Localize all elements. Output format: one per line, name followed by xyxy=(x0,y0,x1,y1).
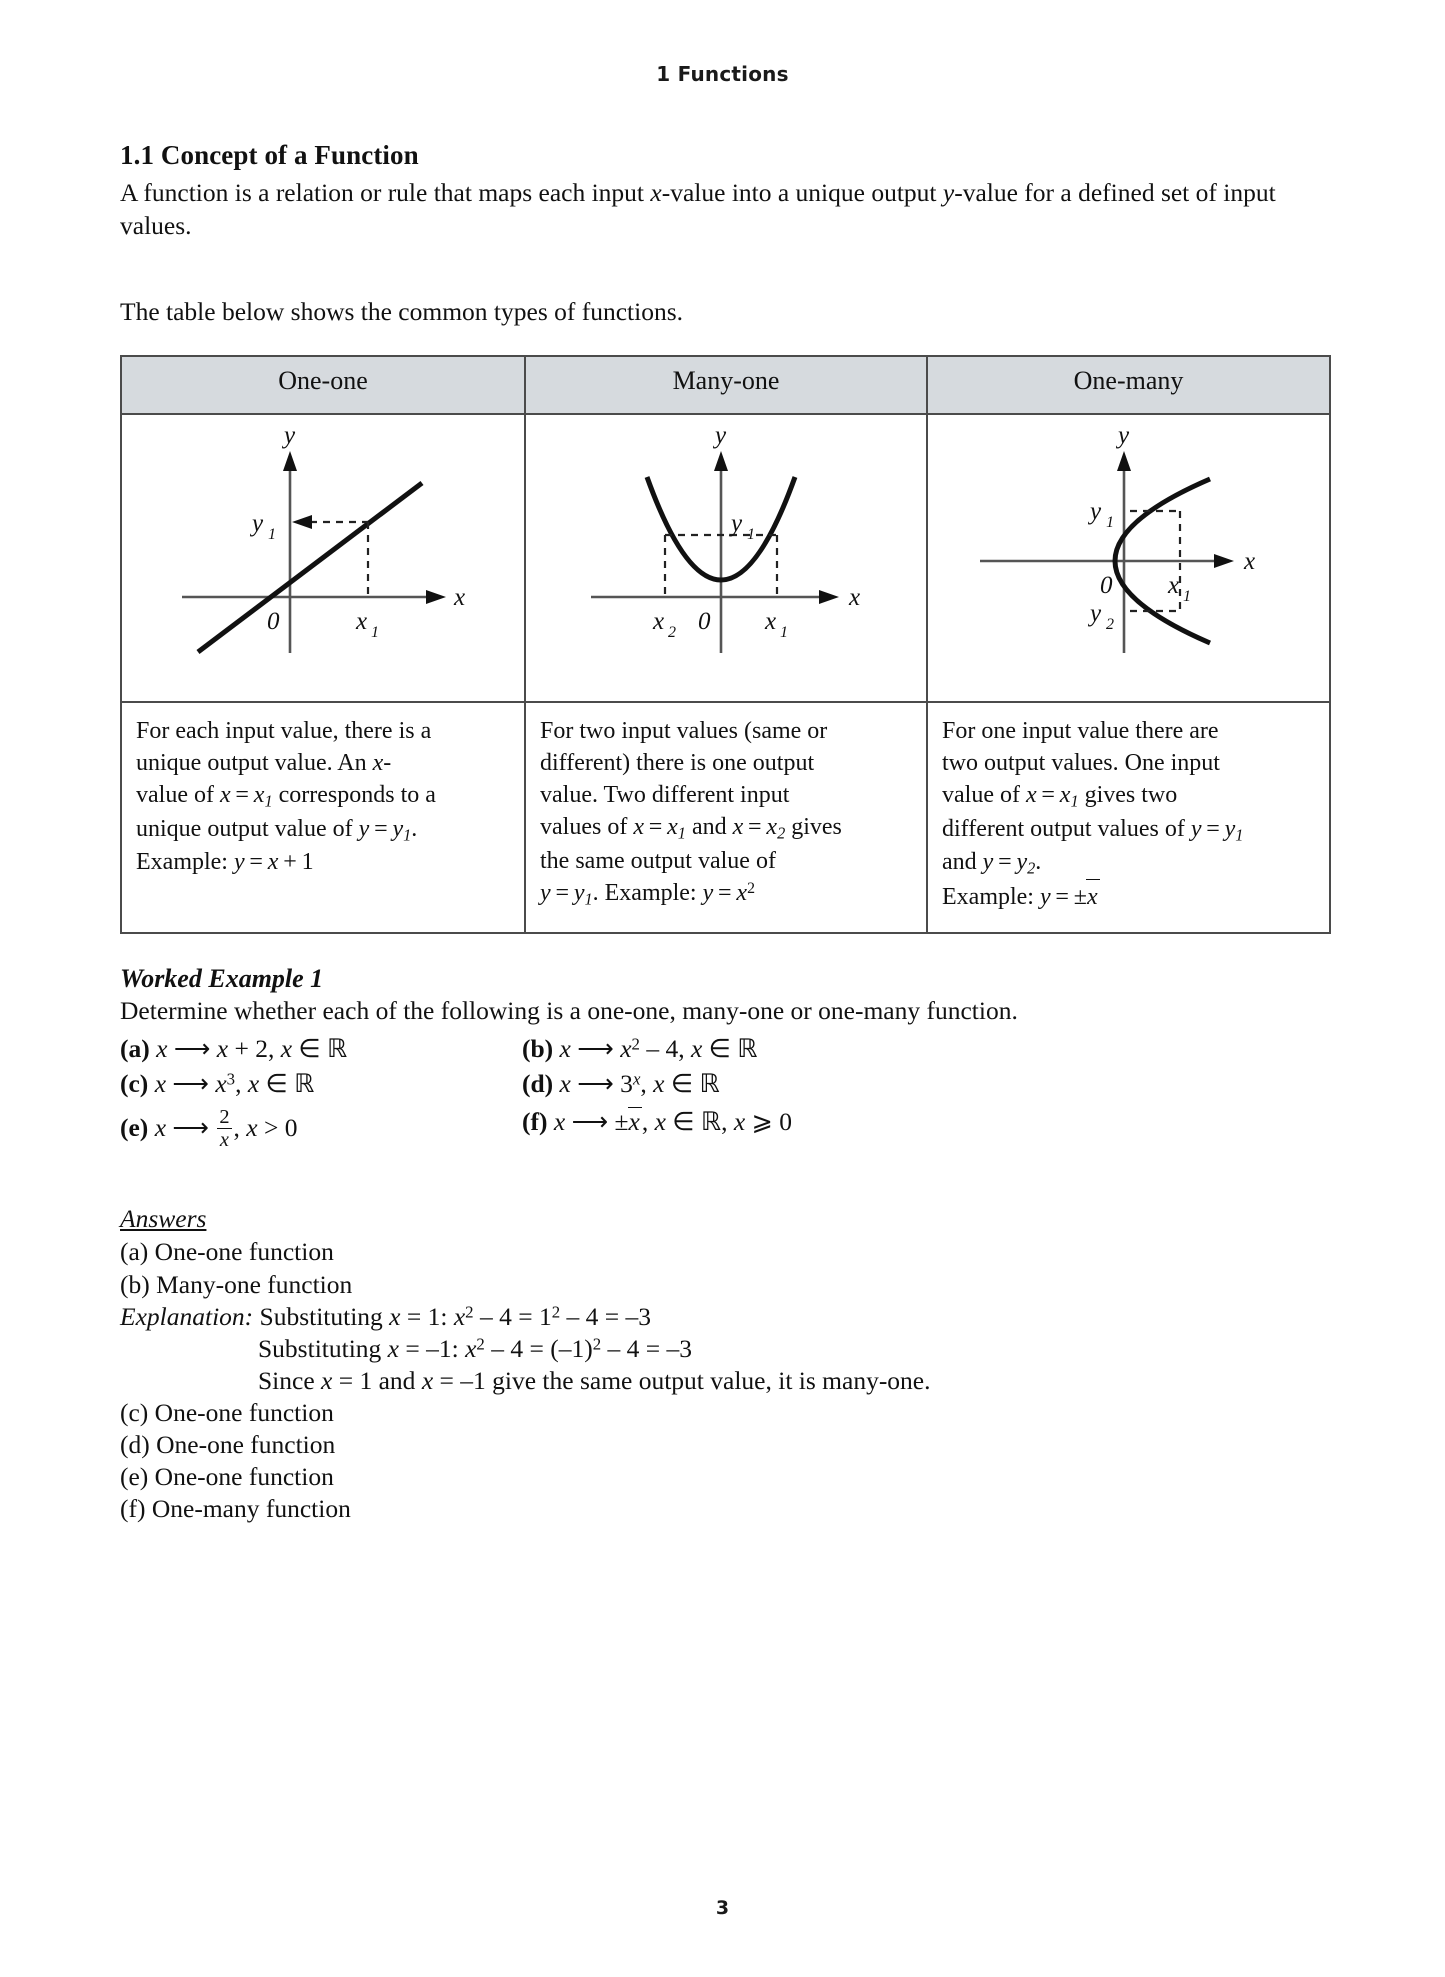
one-one-description-cell xyxy=(121,702,525,933)
running-head-chapter-number: 1 xyxy=(656,62,671,86)
svg-text:1: 1 xyxy=(1182,587,1191,605)
one-many-description-cell xyxy=(927,702,1330,933)
explanation-label: Explanation: xyxy=(120,1301,254,1331)
description-line: unique output value. An x- xyxy=(136,750,392,777)
worked-example-title: Worked Example 1 xyxy=(120,963,324,993)
table-intro-paragraph: The table below shows the common types of functions. xyxy=(120,297,684,327)
svg-text:x: x xyxy=(454,583,466,611)
svg-text:x: x xyxy=(356,607,368,635)
one-many-graph xyxy=(964,415,1294,665)
table-header-one-one: One-one xyxy=(121,356,525,414)
description-line: unique output value of $y = y_1$. xyxy=(136,815,418,845)
question-row xyxy=(120,1033,1325,1063)
svg-text:2: 2 xyxy=(1105,615,1114,633)
svg-text:x: x xyxy=(849,583,861,611)
running-head xyxy=(0,62,1445,86)
running-head-title: Functions xyxy=(677,62,789,86)
svg-text:0: 0 xyxy=(267,607,280,635)
answer-item-c: (c) One-one function xyxy=(120,1398,334,1427)
many-one-description-cell xyxy=(525,702,927,933)
description-line: For each input value, there is a xyxy=(136,717,432,744)
page-content xyxy=(120,140,1325,1526)
question-label: (b) xyxy=(522,1033,554,1063)
description-line: value of $x = x_1$ corresponds to a xyxy=(136,782,436,811)
question-label: (f) xyxy=(522,1106,548,1136)
page-title: 1.1 Concept of a Function xyxy=(120,140,419,170)
svg-text:0: 0 xyxy=(698,607,711,635)
description-line: and $y = y_2$. xyxy=(942,849,1042,878)
question-d: (d) x ⟶ 3$^x$, x ∈ ℝ xyxy=(522,1069,720,1099)
table-graph-row xyxy=(121,414,1330,702)
worked-example-questions xyxy=(120,1033,1325,1151)
answer-item-e: (e) One-one function xyxy=(120,1462,334,1492)
question-b: (b) x ⟶ $x^2 - 4$, x ∈ ℝ xyxy=(522,1033,758,1063)
svg-text:1: 1 xyxy=(268,525,276,543)
question-row xyxy=(120,1071,1325,1097)
description-line: For one input value there are xyxy=(942,717,1219,744)
intro-paragraph: A function is a relation or rule that maps each input x-value into a unique output y-value for a defined set of input values. xyxy=(120,178,1276,240)
svg-text:1: 1 xyxy=(1105,513,1114,531)
page-number: 3 xyxy=(715,1897,730,1919)
question-label: (d) xyxy=(522,1069,554,1099)
fraction-two-over-x: $\frac{2}{x}$ xyxy=(219,1105,230,1151)
description-line: different output values of $y = y_1$ xyxy=(942,815,1244,845)
one-many-graph-cell xyxy=(927,414,1330,702)
svg-text:y: y xyxy=(1089,497,1101,525)
question-row xyxy=(120,1107,1325,1151)
table-header-row xyxy=(121,356,1330,414)
description-line: For two input values (same or xyxy=(540,717,828,744)
answer-explanation-first-line: Explanation: Substituting x = 1: $x^2 - 4 = 1^2 - 4 = -3$ xyxy=(120,1301,652,1331)
svg-text:1: 1 xyxy=(780,623,788,641)
svg-text:y: y xyxy=(1117,421,1129,449)
answer-item-d: (d) One-one function xyxy=(120,1430,336,1460)
question-c: (c) x ⟶ $x^3$, x ∈ ℝ xyxy=(120,1069,315,1099)
svg-text:y: y xyxy=(731,509,743,537)
svg-text:y: y xyxy=(715,421,727,449)
description-line: value. Two different input xyxy=(540,782,790,809)
svg-text:x: x xyxy=(1243,547,1255,575)
svg-text:2: 2 xyxy=(668,623,676,641)
question-label: (a) xyxy=(120,1033,150,1063)
table-description-row xyxy=(121,702,1330,933)
svg-text:1: 1 xyxy=(371,623,379,641)
many-one-graph xyxy=(561,415,891,665)
svg-text:x: x xyxy=(653,607,665,635)
answer-item-b: (b) Many-one function xyxy=(120,1269,353,1299)
one-one-graph xyxy=(158,415,488,665)
answer-explanation-line: Since x = 1 and x = –1 give the same output value, it is many-one. xyxy=(258,1365,931,1395)
svg-text:y: y xyxy=(252,509,264,537)
many-one-graph-cell xyxy=(525,414,927,702)
description-line: different) there is one output xyxy=(540,750,815,777)
description-line: $y = y_1$. Example: $y = x^2$ xyxy=(540,879,755,909)
description-line: two output values. One input xyxy=(942,750,1220,777)
svg-text:1: 1 xyxy=(747,525,755,543)
svg-text:y: y xyxy=(284,421,296,449)
answer-item-a: (a) One-one function xyxy=(120,1237,334,1267)
question-f: (f) x ⟶ ±x, x ∈ ℝ, x ⩾ 0 xyxy=(522,1106,793,1136)
description-line: Example: y = x + 1 xyxy=(136,849,314,875)
question-label: (c) xyxy=(120,1069,149,1099)
svg-text:y: y xyxy=(1089,599,1101,627)
worked-example-instruction: Determine whether each of the following is a one-one, many-one or one-many function. xyxy=(120,995,1018,1025)
svg-text:0: 0 xyxy=(1099,571,1112,599)
description-line: value of $x = x_1$ gives two xyxy=(942,782,1178,811)
description-line: the same output value of xyxy=(540,847,776,874)
question-label: (e) xyxy=(120,1112,149,1142)
svg-text:x: x xyxy=(765,607,777,635)
table-header-many-one: Many-one xyxy=(525,356,927,414)
question-a: (a) x ⟶ x + 2, x ∈ ℝ xyxy=(120,1033,348,1063)
description-line: values of $x = x_1$ and $x = x_2$ gives xyxy=(540,814,842,843)
description-line: Example: y = ±x xyxy=(942,879,1315,913)
answer-explanation-line: Substituting x = –1: $x^2 - 4 = (-1)^2 - 4 = -3$ xyxy=(258,1333,693,1363)
function-types-table xyxy=(120,355,1331,934)
answers-heading: Answers xyxy=(120,1204,207,1234)
table-header-one-many: One-many xyxy=(927,356,1330,414)
question-e: (e) x ⟶ $\frac{2}{x}$ , x > 0 xyxy=(120,1105,298,1151)
answer-item-f: (f) One-many function xyxy=(120,1494,351,1524)
svg-text:x: x xyxy=(1167,571,1179,599)
one-one-graph-cell xyxy=(121,414,525,702)
